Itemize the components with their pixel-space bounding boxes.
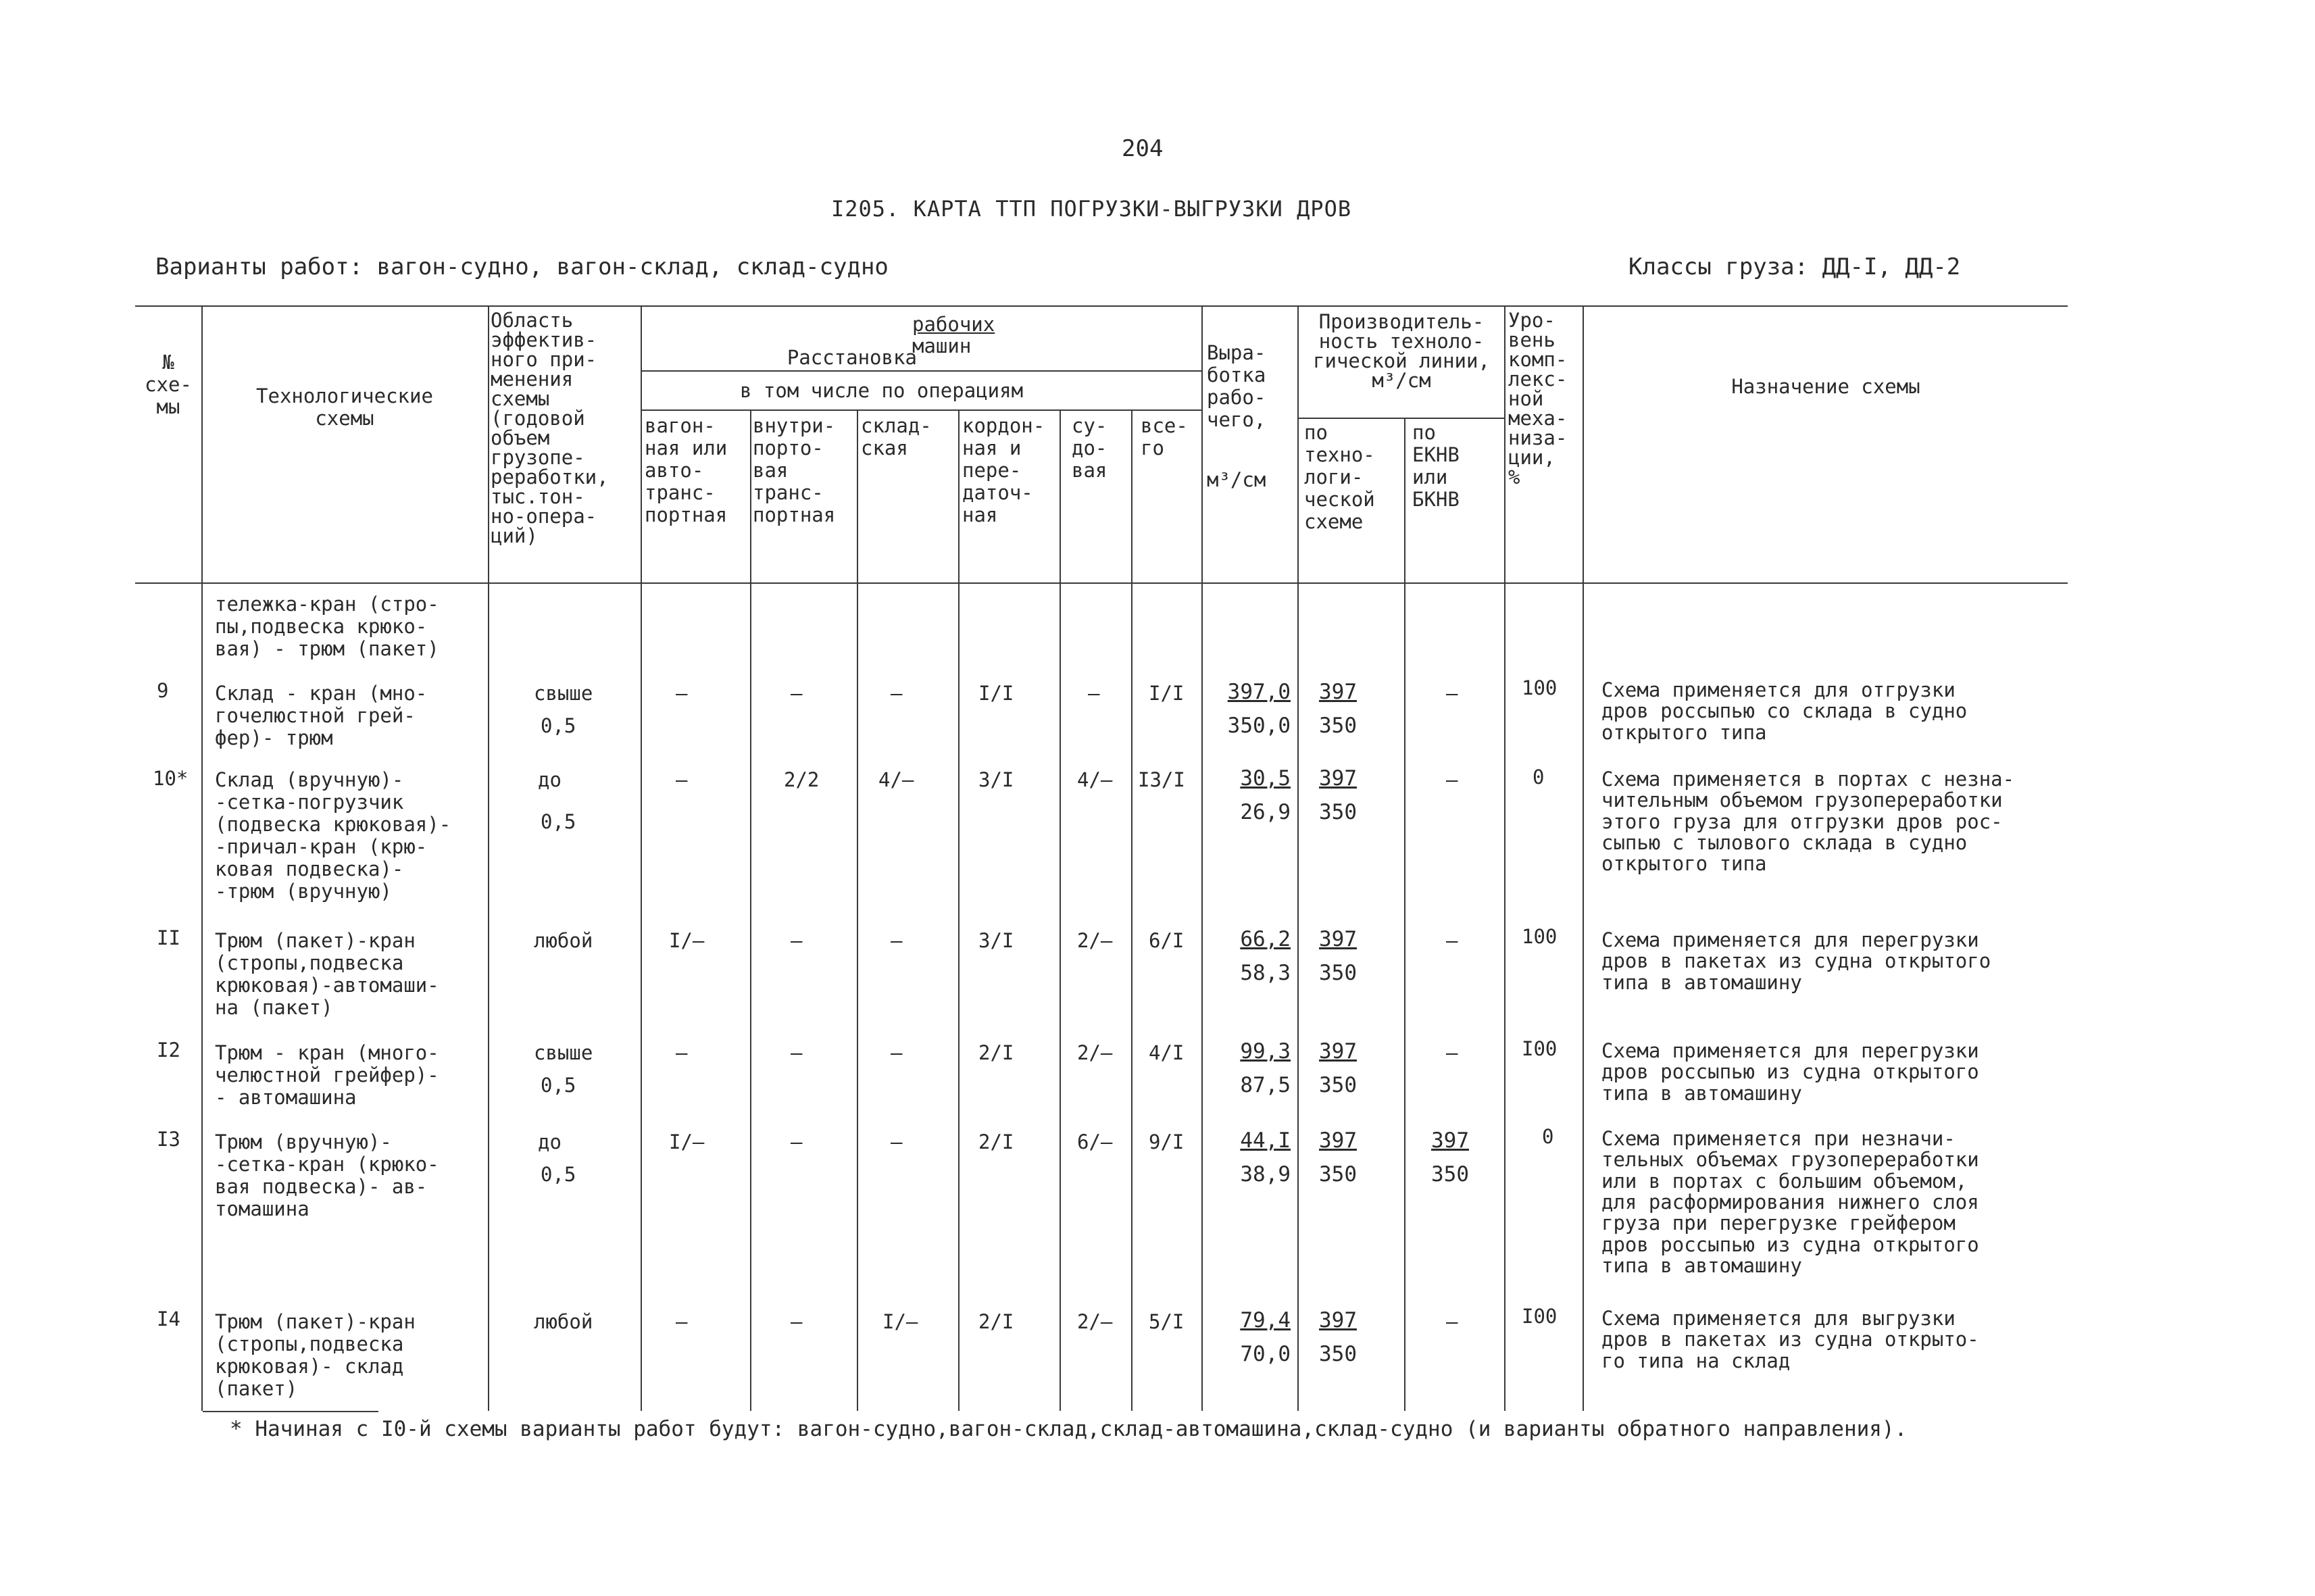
row-area-1: до	[538, 1130, 562, 1153]
row-output-1: 79,4	[1240, 1308, 1291, 1332]
row-number: 9	[157, 679, 169, 702]
header-total: все- го	[1141, 414, 1188, 460]
col-rule	[857, 409, 858, 1411]
row-cordon: 2/I	[978, 1041, 1014, 1064]
row-area-1: свыше	[534, 1041, 593, 1064]
row-warehouse: –	[891, 1041, 903, 1064]
row-output-2: 38,9	[1240, 1162, 1291, 1187]
header-placement-machines: машин	[912, 334, 972, 357]
row-prod-2: 350	[1319, 1073, 1357, 1097]
row-purpose: Схема применяется для выгрузки дров в пакетах из судна открыто- го типа на склад	[1601, 1307, 1979, 1372]
row-number: I4	[157, 1307, 180, 1330]
header-mech-level: Уро- вень комп- лекс- ной меха- низа- ции, %	[1508, 309, 1568, 489]
col-rule	[958, 409, 960, 1411]
row-total: I3/I	[1138, 768, 1185, 791]
row-ship: 2/–	[1077, 1041, 1113, 1064]
row-warehouse: 4/–	[878, 768, 914, 791]
footnote: * Начиная с I0-й схемы варианты работ будут: вагон-судно,вагон-склад,склад-автомашина,склад-судно (и варианты обратного направления).	[230, 1417, 1908, 1441]
row-area-1: любой	[534, 1310, 593, 1333]
row-scheme: Трюм (пакет)-кран (стропы,подвеска крюковая)-автомаши- на (пакет)	[215, 929, 439, 1020]
row-wagon: I/–	[669, 929, 705, 952]
row-output-1: 99,3	[1240, 1039, 1291, 1064]
row-warehouse: –	[891, 1130, 903, 1153]
row-number: I2	[157, 1039, 180, 1062]
row-total: 6/I	[1149, 929, 1185, 952]
row-output-1: 44,I	[1240, 1128, 1291, 1153]
page-number: 204	[1122, 135, 1164, 162]
row-cordon: 3/I	[978, 929, 1014, 952]
row-eknv-1: –	[1446, 1041, 1458, 1064]
table-bottom-rule	[203, 1411, 378, 1412]
row-output-2: 58,3	[1240, 961, 1291, 985]
row-area-2: 0,5	[541, 1163, 576, 1186]
col-rule	[1404, 418, 1405, 1411]
row-output-1: 30,5	[1240, 766, 1291, 791]
row-eknv-1: –	[1446, 768, 1458, 791]
header-placement-prefix: Расстановка	[787, 346, 917, 370]
col-rule	[201, 305, 203, 1411]
row-area-2: 0,5	[541, 1074, 576, 1097]
row-wagon: –	[676, 1310, 688, 1333]
row-area-1: до	[538, 768, 562, 791]
row-intraport: –	[791, 1130, 803, 1153]
row-output-2: 87,5	[1240, 1073, 1291, 1097]
row-total: 4/I	[1149, 1041, 1185, 1064]
row-scheme: Трюм (вручную)- -сетка-кран (крюко- вая подвеска)- ав- томашина	[215, 1130, 439, 1221]
row-purpose: Схема применяется в портах с незна- чительным объемом грузопереработки этого груза для отгрузки дров рос- сыпью с тылового склада в судно открытого типа	[1601, 768, 2015, 876]
row-scheme: Склад - кран (мно- гочелюстной грей- фер)- трюм	[215, 682, 428, 750]
row-purpose: Схема применяется для перегрузки дров россыпью из судна открытого типа в автомашину	[1601, 1039, 1979, 1105]
table-top-rule	[135, 305, 2068, 307]
row-ship: 6/–	[1077, 1130, 1113, 1153]
row-number: II	[157, 926, 180, 949]
row-scheme: Склад (вручную)- -сетка-погрузчик (подвеска крюковая)- -причал-кран (крю- ковая подвеска)- -трюм (вручную)	[215, 768, 451, 903]
row-prod-2: 350	[1319, 800, 1357, 824]
col-rule	[1583, 305, 1584, 1411]
continued-scheme: тележка-кран (стро- пы,подвеска крюко- вая) - трюм (пакет)	[215, 593, 439, 661]
row-output-1: 66,2	[1240, 927, 1291, 951]
work-variants: Варианты работ: вагон-судно, вагон-склад, склад-судно	[155, 253, 889, 280]
page-title: I205. КАРТА ТТП ПОГРУЗКИ-ВЫГРУЗКИ ДРОВ	[831, 196, 1352, 222]
row-output-2: 350,0	[1227, 714, 1291, 738]
col-rule	[1504, 305, 1505, 1411]
col-rule	[1060, 409, 1061, 1411]
row-total: 9/I	[1149, 1130, 1185, 1153]
row-eknv-2: 350	[1431, 1162, 1469, 1187]
header-area: Область эффектив- ного при- менения схемы (годовой объем грузопе- реработки, тыс.тон- но-опера- ций)	[491, 309, 609, 547]
col-rule	[641, 305, 642, 1411]
row-ship: 4/–	[1077, 768, 1113, 791]
header-prod-tech: по техно- логи- ческой схеме	[1304, 421, 1375, 534]
header-ship: су- до- вая	[1072, 414, 1107, 482]
header-cordon: кордон- ная и пере- даточ- ная	[962, 414, 1045, 527]
row-prod-2: 350	[1319, 714, 1357, 738]
header-tech-schemes: Технологические схемы	[256, 384, 433, 430]
row-cordon: 2/I	[978, 1130, 1014, 1153]
row-cordon: I/I	[978, 682, 1014, 705]
header-by-operations: в том числе по операциям	[740, 379, 1024, 402]
row-prod-1: 397	[1319, 766, 1357, 791]
row-number: 10*	[153, 767, 189, 790]
row-scheme: Трюм - кран (много- челюстной грейфер)- - автомашина	[215, 1041, 439, 1109]
row-purpose: Схема применяется при незначи- тельных объемах грузопереработки или в портах с большим объемом, для расформирования нижнего слоя груза при перегрузке грейфером дров россыпью из судна открытого типа в автомашину	[1601, 1127, 1979, 1277]
row-prod-1: 397	[1319, 680, 1357, 704]
col-rule	[750, 409, 751, 1411]
row-area-2: 0,5	[541, 714, 576, 737]
header-productivity: Производитель- ность техноло- гической линии, м³/см	[1313, 310, 1490, 392]
col-rule	[1201, 305, 1203, 1411]
row-eknv-1: –	[1446, 682, 1458, 705]
row-intraport: –	[791, 929, 803, 952]
row-output-1: 397,0	[1227, 680, 1291, 704]
header-purpose: Назначение схемы	[1731, 375, 1920, 398]
row-prod-2: 350	[1319, 1342, 1357, 1366]
row-mech: 100	[1522, 925, 1558, 948]
row-eknv-1: –	[1446, 929, 1458, 952]
row-total: 5/I	[1149, 1310, 1185, 1333]
col-rule	[1131, 409, 1132, 1411]
placement-sub-rule	[641, 370, 1201, 372]
header-intraport: внутри- порто- вая транс- портная	[753, 414, 836, 527]
row-ship: 2/–	[1077, 1310, 1113, 1333]
header-placement-workers: рабочих	[912, 313, 995, 336]
header-prod-eknv: по ЕКНВ или БКНВ	[1412, 421, 1460, 512]
row-wagon: –	[676, 768, 688, 791]
row-prod-1: 397	[1319, 1039, 1357, 1064]
row-mech: 0	[1533, 766, 1545, 789]
header-warehouse: склад- ская	[861, 414, 932, 460]
row-intraport: –	[791, 1310, 803, 1333]
row-eknv-1: 397	[1431, 1128, 1469, 1153]
row-cordon: 3/I	[978, 768, 1014, 791]
row-warehouse: I/–	[882, 1310, 918, 1333]
col-rule	[1297, 305, 1299, 1411]
row-prod-1: 397	[1319, 927, 1357, 951]
row-number: I3	[157, 1128, 180, 1151]
row-intraport: –	[791, 1041, 803, 1064]
row-prod-2: 350	[1319, 961, 1357, 985]
row-purpose: Схема применяется для отгрузки дров россыпью со склада в судно открытого типа	[1601, 678, 1968, 744]
row-total: I/I	[1149, 682, 1185, 705]
row-area-1: любой	[534, 929, 593, 952]
row-ship: 2/–	[1077, 929, 1113, 952]
col-rule	[488, 305, 489, 1411]
row-mech: 0	[1542, 1125, 1554, 1148]
cargo-classes: Классы груза: ДД-I, ДД-2	[1628, 253, 1961, 280]
row-mech: I00	[1522, 1305, 1558, 1328]
row-prod-2: 350	[1319, 1162, 1357, 1187]
row-warehouse: –	[891, 929, 903, 952]
row-intraport: –	[791, 682, 803, 705]
row-prod-1: 397	[1319, 1308, 1357, 1332]
row-wagon: –	[676, 1041, 688, 1064]
row-eknv-1: –	[1446, 1310, 1458, 1333]
row-area-2: 0,5	[541, 810, 576, 833]
row-mech: 100	[1522, 676, 1558, 699]
row-wagon: I/–	[669, 1130, 705, 1153]
row-output-2: 70,0	[1240, 1342, 1291, 1366]
row-mech: I00	[1522, 1037, 1558, 1060]
row-warehouse: –	[891, 682, 903, 705]
header-bottom-rule	[135, 582, 2068, 584]
header-output-unit: м³/см	[1207, 468, 1266, 491]
header-scheme-no: № схе- мы	[145, 351, 192, 419]
header-wagon-auto: вагон- ная или авто- транс- портная	[645, 414, 728, 527]
header-output: Выра- ботка рабо- чего,	[1207, 341, 1266, 432]
row-wagon: –	[676, 682, 688, 705]
row-cordon: 2/I	[978, 1310, 1014, 1333]
row-ship: –	[1088, 682, 1100, 705]
row-purpose: Схема применяется для перегрузки дров в пакетах из судна открытого типа в автомашину	[1601, 928, 1991, 994]
row-scheme: Трюм (пакет)-кран (стропы,подвеска крюковая)- склад (пакет)	[215, 1310, 416, 1401]
row-intraport: 2/2	[784, 768, 820, 791]
row-prod-1: 397	[1319, 1128, 1357, 1153]
row-output-2: 26,9	[1240, 800, 1291, 824]
row-area-1: свыше	[534, 682, 593, 705]
productivity-sub-rule	[1299, 418, 1505, 419]
operations-sub-rule	[641, 409, 1201, 411]
